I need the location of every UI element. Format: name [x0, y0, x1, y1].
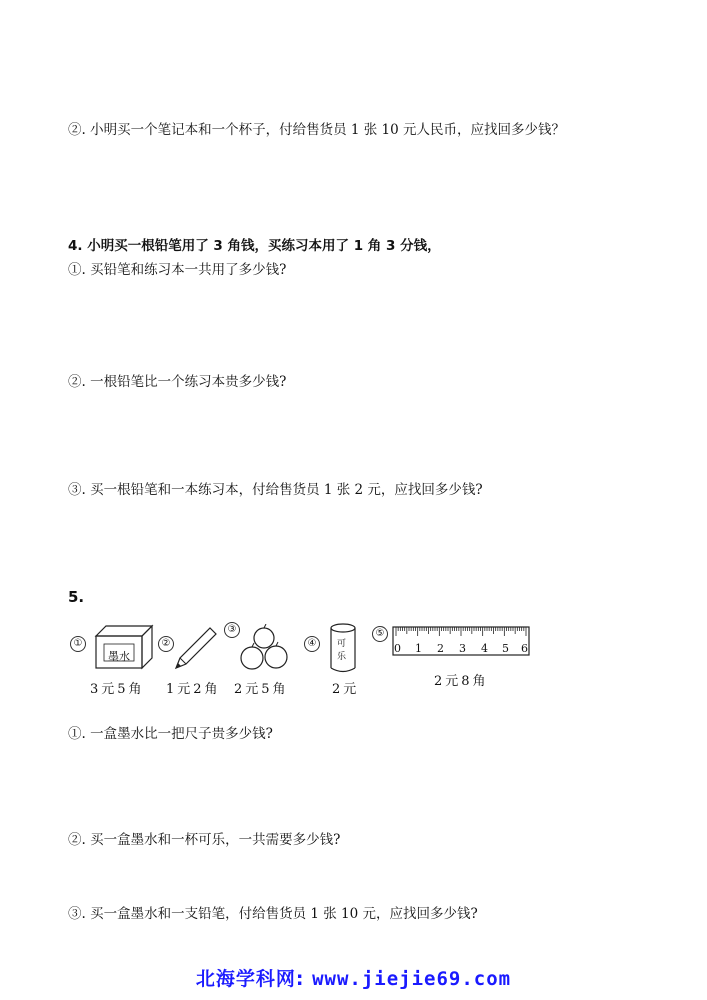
apples-icon: [238, 624, 292, 674]
ruler-numbers: [394, 642, 530, 656]
q3-part2: ②. 小明买一个笔记本和一个杯子，付给售货员 1 张 10 元人民币，应找回多少钱？: [68, 122, 566, 138]
pencil-icon: [174, 624, 218, 670]
item-number: ③: [224, 622, 240, 638]
footer-watermark: [0, 964, 707, 991]
ruler-tick-label: 4: [481, 642, 488, 655]
item-price: 3元5角: [90, 682, 145, 697]
ruler-tick-label: 2: [437, 642, 444, 655]
footer-site-name: 北海学科网:: [195, 968, 305, 990]
item-number: ①: [70, 636, 86, 652]
ruler-tick-label: 6: [521, 642, 528, 655]
q5-part2: ②. 买一盒墨水和一杯可乐，一共需要多少钱?: [68, 832, 341, 848]
q4-part3: ③. 买一根铅笔和一本练习本，付给售货员 1 张 2 元，应找回多少钱?: [68, 482, 483, 498]
q5-part1: ①. 一盒墨水比一把尺子贵多少钱?: [68, 726, 273, 742]
ruler-tick-label: 3: [459, 642, 466, 655]
q5-heading: 5.: [68, 588, 85, 606]
ruler-tick-label: 0: [394, 642, 401, 655]
item-price: 1元2角: [166, 682, 221, 697]
item-illustrations: [70, 622, 540, 702]
item-number: ⑤: [372, 626, 388, 642]
ink-label: 墨水: [108, 650, 130, 663]
q4-part2: ②. 一根铅笔比一个练习本贵多少钱?: [68, 374, 287, 390]
item-number: ②: [158, 636, 174, 652]
item-price: 2元5角: [234, 682, 289, 697]
cola-label: 可乐: [337, 639, 347, 662]
ruler-tick-label: 5: [502, 642, 509, 655]
ruler-tick-label: 1: [415, 642, 422, 655]
item-price: 2元: [332, 682, 360, 697]
item-number: ④: [304, 636, 320, 652]
footer-url[interactable]: www.jiejie69.com: [312, 968, 512, 990]
q4-part1: ①. 买铅笔和练习本一共用了多少钱?: [68, 262, 287, 278]
item-price: 2元8角: [434, 674, 489, 689]
q5-part3: ③. 买一盒墨水和一支铅笔，付给售货员 1 张 10 元，应找回多少钱?: [68, 906, 478, 922]
q4-heading: 4. 小明买一根铅笔用了 3 角钱，买练习本用了 1 角 3 分钱，: [68, 238, 441, 254]
